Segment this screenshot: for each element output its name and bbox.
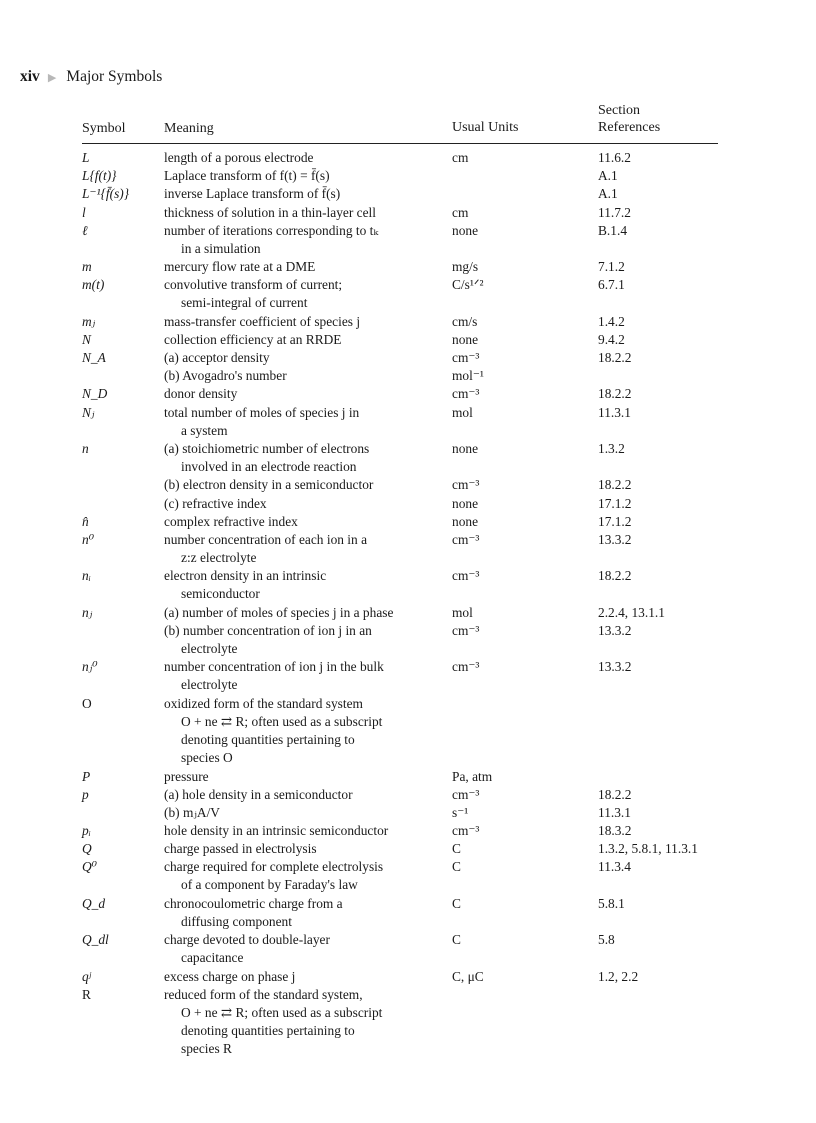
row-section-reference [598,931,808,949]
row-section-reference [598,513,808,531]
units-line: cm⁻³ [452,823,480,839]
meaning-line: pressure [164,768,209,784]
meaning-line: capacitance [181,950,244,966]
units-line: C [452,932,461,948]
meaning-line: charge required for complete electrolysis [164,859,384,875]
row-symbol: nⱼ [82,604,93,620]
row-units [452,604,592,622]
row-units [452,968,592,986]
row-units [452,495,592,513]
reference-line: 17.1.2 [598,513,632,529]
row-section-reference [598,840,808,858]
meaning-line: a system [181,422,228,438]
row-symbol: P [82,768,91,784]
row-section-reference [598,895,808,913]
units-line: cm/s [452,313,478,329]
row-section-reference [598,567,808,585]
table-row [0,167,816,185]
meaning-line: charge passed in electrolysis [164,841,317,857]
reference-line: 11.6.2 [598,150,631,165]
reference-line: 18.2.2 [598,786,632,802]
meaning-line: in a simulation [181,240,261,256]
table-row [0,476,816,494]
meaning-line: convolutive transform of current; [164,277,343,293]
reference-line: A.1 [598,186,618,202]
table-row [0,349,816,367]
row-meaning [164,768,446,786]
row-units [452,658,592,676]
table-row [0,222,816,258]
reference-line: 11.3.1 [598,804,631,820]
table-row [0,513,816,531]
row-symbol: N_A [82,350,106,366]
table-row [0,786,816,804]
units-line: mg/s [452,259,479,275]
row-symbol: N [82,331,91,347]
row-meaning [164,258,446,276]
reference-line: 11.3.1 [598,404,631,420]
row-meaning [164,367,446,385]
row-units [452,840,592,858]
row-symbol: n̂ [82,513,89,529]
meaning-line: donor density [164,386,238,402]
reference-line: 13.3.2 [598,622,632,638]
reference-line: 5.8 [598,932,615,948]
units-line: none [452,222,479,238]
table-row [0,768,816,786]
row-units [452,440,592,458]
reference-line: 18.2.2 [598,386,632,402]
row-meaning [164,840,446,858]
units-line: C, μC [452,968,484,984]
table-row [0,404,816,440]
row-meaning [164,604,446,622]
meaning-line: collection efficiency at an RRDE [164,331,342,347]
meaning-line: (b) number concentration of ion j in an [164,622,372,638]
row-meaning [164,567,446,603]
row-meaning [164,658,446,694]
reference-line: 1.2, 2.2 [598,968,639,984]
row-section-reference [598,622,808,640]
row-units [452,385,592,403]
row-units [452,513,592,531]
reference-line: 2.2.4, 13.1.1 [598,604,665,620]
row-meaning [164,185,446,203]
row-section-reference [598,204,808,222]
table-row [0,567,816,603]
row-meaning [164,895,446,931]
meaning-line: (c) refractive index [164,495,267,511]
row-section-reference [598,276,808,294]
row-section-reference [598,968,808,986]
units-line: cm [452,150,469,165]
row-meaning [164,931,446,967]
units-line: none [452,513,479,529]
meaning-line: mass-transfer coefficient of species j [164,313,361,329]
table-row [0,149,816,167]
table-row [0,622,816,658]
row-section-reference [598,531,808,549]
units-line: C/s¹ᐟ² [452,277,484,293]
row-meaning [164,276,446,312]
units-line: C [452,859,461,875]
meaning-line: involved in an electrode reaction [181,459,357,475]
row-symbol: mⱼ [82,313,96,329]
meaning-line: (a) acceptor density [164,350,270,366]
row-meaning [164,622,446,658]
row-symbol: L{f(t)} [82,168,117,184]
row-section-reference [598,149,808,167]
row-meaning [164,531,446,567]
meaning-line: O + ne ⇄ R; often used as a subscript [181,1004,383,1020]
row-meaning [164,804,446,822]
row-units [452,149,592,167]
row-units [452,931,592,949]
row-section-reference [598,313,808,331]
row-section-reference [598,222,808,240]
row-symbol: m(t) [82,277,105,293]
row-meaning [164,695,446,767]
row-symbol: nⱼ⁰ [82,659,98,675]
row-symbol: p [82,786,89,802]
units-line: mol [452,604,473,620]
row-units [452,331,592,349]
table-row [0,531,816,567]
row-section-reference [598,786,808,804]
row-meaning [164,858,446,894]
reference-line: 11.3.4 [598,859,631,875]
reference-line: 18.2.2 [598,568,632,584]
row-symbol: pᵢ [82,823,91,839]
row-section-reference [598,858,808,876]
table-row [0,695,816,768]
units-line: cm [452,204,469,220]
meaning-line: length of a porous electrode [164,150,314,165]
table-row [0,822,816,840]
table-row [0,858,816,894]
reference-line: 6.7.1 [598,277,625,293]
row-units [452,622,592,640]
table-header [0,0,816,145]
row-meaning [164,786,446,804]
units-line: Pa, atm [452,768,493,784]
units-line: cm⁻³ [452,622,480,638]
meaning-line: number of iterations corresponding to tₖ [164,222,379,238]
table-row [0,331,816,349]
reference-line: 18.3.2 [598,823,632,839]
meaning-line: inverse Laplace transform of f̄(s) [164,186,341,202]
reference-line: 13.3.2 [598,532,632,547]
running-head-title: Major Symbols [66,68,163,85]
meaning-line: reduced form of the standard system, [164,986,363,1002]
units-line: none [452,441,479,457]
table-row [0,185,816,203]
reference-line: 18.2.2 [598,477,632,493]
meaning-line: diffusing component [181,913,292,929]
units-line: none [452,331,479,347]
row-meaning [164,222,446,258]
row-symbol: N_D [82,386,108,402]
row-symbol: Q [82,841,92,857]
row-units [452,804,592,822]
row-symbol: n⁰ [82,532,95,547]
table-row [0,385,816,403]
meaning-line: hole density in an intrinsic semiconductor [164,823,389,839]
table-row [0,313,816,331]
row-meaning [164,204,446,222]
header-references-line1: Section [598,103,640,118]
header-symbol: Symbol [82,121,126,136]
row-meaning [164,331,446,349]
row-section-reference [598,658,808,676]
meaning-line: Laplace transform of f(t) = f̄(s) [164,168,330,184]
units-line: mol [452,404,473,420]
row-meaning [164,986,446,1058]
header-section-references [598,102,660,136]
units-line: cm⁻³ [452,350,480,366]
row-meaning [164,822,446,840]
header-divider [82,143,718,144]
reference-line: 17.1.2 [598,495,632,511]
row-symbol: O [82,695,92,711]
row-meaning [164,349,446,367]
table-row [0,840,816,858]
meaning-line: electrolyte [181,677,238,693]
table-row [0,968,816,986]
meaning-line: total number of moles of species j in [164,404,360,420]
meaning-line: (a) stoichiometric number of electrons [164,441,370,457]
units-line: cm⁻³ [452,786,480,802]
row-meaning [164,440,446,476]
row-meaning [164,167,446,185]
row-symbol: L⁻¹{f̄(s)} [82,186,130,202]
row-units [452,768,592,786]
reference-line: 1.3.2, 5.8.1, 11.3.1 [598,841,698,857]
row-meaning [164,476,446,494]
row-units [452,476,592,494]
row-section-reference [598,258,808,276]
meaning-line: complex refractive index [164,513,298,529]
row-symbol: Nⱼ [82,404,95,420]
row-units [452,258,592,276]
row-symbol: L [82,150,90,165]
row-symbol: R [82,986,91,1002]
units-line: cm⁻³ [452,568,480,584]
table-row [0,204,816,222]
row-section-reference [598,349,808,367]
row-units [452,313,592,331]
triangle-marker-icon: ▶ [47,71,57,84]
row-section-reference [598,804,808,822]
meaning-line: mercury flow rate at a DME [164,259,316,275]
row-units [452,895,592,913]
meaning-line: number concentration of ion j in the bulk [164,659,384,675]
units-line: s⁻¹ [452,804,469,820]
reference-line: 1.3.2 [598,441,625,457]
row-section-reference [598,385,808,403]
table-row [0,604,816,622]
row-section-reference [598,185,808,203]
row-meaning [164,385,446,403]
page-number: xiv [20,68,40,85]
meaning-line: z:z electrolyte [181,550,257,565]
row-symbol: ℓ [82,222,88,238]
reference-line: 7.1.2 [598,259,625,275]
row-meaning [164,149,446,167]
row-section-reference [598,167,808,185]
units-line: none [452,495,479,511]
units-line: cm⁻³ [452,659,480,675]
meaning-line: species O [181,749,233,765]
row-symbol: n [82,441,89,457]
units-line: cm⁻³ [452,477,480,493]
row-meaning [164,313,446,331]
row-section-reference [598,404,808,422]
meaning-line: electron density in an intrinsic [164,568,327,584]
row-section-reference [598,331,808,349]
row-units [452,349,592,367]
row-symbol: qʲ [82,968,91,984]
row-section-reference [598,822,808,840]
row-symbol: Q⁰ [82,859,98,875]
table-row [0,658,816,694]
meaning-line: denoting quantities pertaining to [181,1022,355,1038]
units-line: C [452,895,461,911]
meaning-line: of a component by Faraday's law [181,877,358,893]
row-symbol: l [82,204,86,220]
row-symbol: Q_d [82,895,106,911]
units-line: cm⁻³ [452,386,480,402]
row-units [452,858,592,876]
meaning-line: semi-integral of current [181,295,308,311]
row-units [452,222,592,240]
row-units [452,204,592,222]
meaning-line: thickness of solution in a thin-layer cell [164,204,376,220]
meaning-line: number concentration of each ion in a [164,532,368,547]
header-usual-units: Usual Units [452,120,519,135]
row-meaning [164,968,446,986]
row-section-reference [598,604,808,622]
reference-line: 11.7.2 [598,204,631,220]
row-units [452,822,592,840]
table-row [0,931,816,967]
units-line: C [452,841,461,857]
row-section-reference [598,476,808,494]
meaning-line: (b) electron density in a semiconductor [164,477,374,493]
row-symbol: nᵢ [82,568,91,584]
table-row [0,495,816,513]
row-units [452,367,592,385]
table-row [0,367,816,385]
table-row [0,895,816,931]
table-row [0,258,816,276]
row-symbol: m [82,259,92,275]
meaning-line: excess charge on phase j [164,968,296,984]
row-units [452,276,592,294]
meaning-line: O + ne ⇄ R; often used as a subscript [181,713,383,729]
row-units [452,531,592,549]
meaning-line: (a) hole density in a semiconductor [164,786,353,802]
meaning-line: (b) Avogadro's number [164,368,287,384]
table-row [0,986,816,1059]
row-symbol: Q_dl [82,932,109,948]
row-meaning [164,513,446,531]
meaning-line: semiconductor [181,586,260,602]
row-meaning [164,404,446,440]
header-meaning: Meaning [164,121,214,136]
table-row [0,804,816,822]
reference-line: B.1.4 [598,222,628,238]
meaning-line: (b) mⱼA/V [164,804,220,820]
row-section-reference [598,440,808,458]
table-row [0,276,816,312]
reference-line: 5.8.1 [598,895,625,911]
reference-line: 13.3.2 [598,659,632,675]
meaning-line: (a) number of moles of species j in a phase [164,604,394,620]
units-line: cm⁻³ [452,532,480,547]
reference-line: 1.4.2 [598,313,625,329]
row-units [452,567,592,585]
meaning-line: charge devoted to double-layer [164,932,330,948]
meaning-line: species R [181,1040,232,1056]
meaning-line: oxidized form of the standard system [164,695,363,711]
meaning-line: chronocoulometric charge from a [164,895,343,911]
row-meaning [164,495,446,513]
meaning-line: denoting quantities pertaining to [181,731,355,747]
reference-line: 9.4.2 [598,331,625,347]
row-section-reference [598,495,808,513]
symbol-table-body [0,149,816,1059]
row-units [452,786,592,804]
meaning-line: electrolyte [181,640,238,656]
reference-line: 18.2.2 [598,350,632,366]
header-references-line2: References [598,120,661,135]
units-line: mol⁻¹ [452,368,484,384]
row-units [452,404,592,422]
table-row [0,440,816,476]
reference-line: A.1 [598,168,618,184]
